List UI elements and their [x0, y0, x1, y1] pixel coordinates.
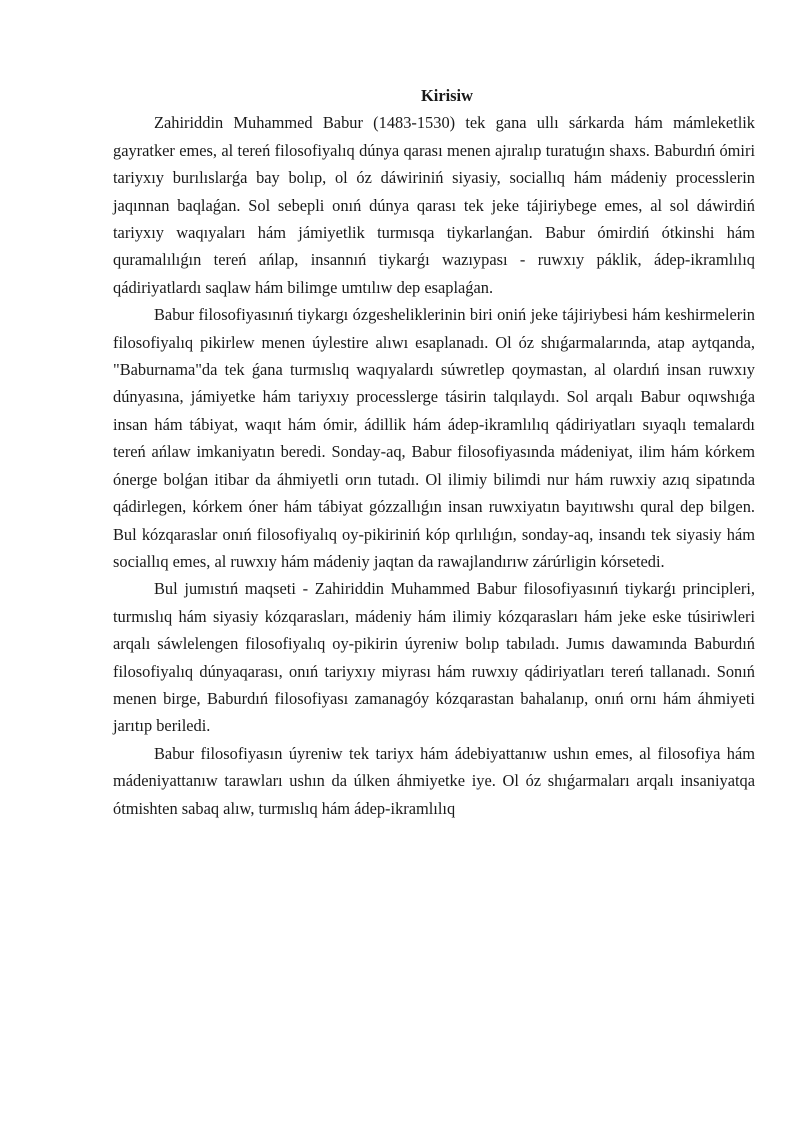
paragraph-1: Zahiriddin Muhammed Babur (1483-1530) tek gana ullı sárkarda hám mámleketlik gayratker emes, al tereń filosofiyalıq dúnya qarası menen ajıralıp turatuǵın shaxs. Baburdıń ómiri tariyxıy burılıslarǵa bay bolıp, ol óz dáwiriniń siyasiy, sociallıq hám mádeniy processlerin jaqınnan baqlaǵan. Sol sebepli onıń dúnya qarası tek jeke tájiriybege emes, al sol dáwirdiń tariyxıy waqıyaları hám jámiyetlik turmısqa tiykarlanǵan. Babur ómirdiń ótkinshi hám quramalılıǵın tereń ańlap, insannıń tiykarǵı wazıypası - ruwxıy páklik, ádep-ikramlılıq qádiriyatlardı saqlaw hám bilimge umtılıw dep esaplaǵan.	[113, 113, 755, 297]
section-title: Kirisiw	[421, 86, 473, 105]
paragraph-2: Babur filosofiyasınıń tiykargı ózgesheliklerinin biri oniń jeke tájiriybesi hám keshirmelerin filosofiyalıq pikirlew menen úylestire alıwı esaplanadı. Ol óz shıǵarmalarında, atap aytqanda, "Baburnama"da tek ǵana turmıslıq waqıyalardı súwretlep qoymastan, al olardıń insan ruwxıy dúnyasına, jámiyetke hám tariyxıy processlerge tásirin talqılaydı. Sol arqalı Babur oqıwshıǵa insan hám tábiyat, waqıt hám ómir, ádillik hám ádep-ikramlılıq qádiriyatları sıyaqlı temalardı tereń ańlaw imkaniyatın beredi. Sonday-aq, Babur filosofiyasında mádeniyat, ilim hám kórkem ónerge bolǵan itibar da áhmiyetli orın tutadı. Ol ilimiy bilimdi nur hám ruwxiy azıq sipatında qádirlegen, kórkem óner hám tábiyat gózzallıǵın insan ruwxiyatın bayıtıwshı qural dep bilgen. Bul kózqaraslar onıń filosofiyalıq oy-pikiriniń kóp qırlılıǵın, sonday-aq, insandı tek siyasiy hám sociallıq emes, al ruwxıy hám mádeniy jaqtan da rawajlandırıw zárúrligin kórsetedi.	[113, 305, 755, 571]
paragraph-4: Babur filosofiyasın úyreniw tek tariyx hám ádebiyattanıw ushın emes, al filosofiya hám mádeniyattanıw tarawları ushın da úlken áhmiyetke iye. Ol óz shıǵarmaları arqalı insaniyatqa ótmishten sabaq alıw, turmıslıq hám ádep-ikramlılıq	[113, 743, 755, 818]
paragraph-3: Bul jumıstıń maqseti - Zahiriddin Muhammed Babur filosofiyasınıń tiykarǵı principleri, turmıslıq hám siyasiy kózqarasları, mádeniy hám ilimiy kózqarasları hám jeke eske túsiriwleri arqalı sáwlelengen filosofiyalıq oy-pikirin úyreniw bolıp tabıladı. Jumıs dawamında Baburdıń filosofiyalıq dúnyaqarası, onıń tariyxıy miyrası hám ruwxıy qádiriyatları tereń tallanadı. Sonıń menen birge, Baburdıń filosofiyası zamanagóy kózqarastan bahalanıp, onıń ornı hám áhmiyeti jarıtıp beriledi.	[113, 579, 755, 736]
document-page	[113, 82, 755, 822]
